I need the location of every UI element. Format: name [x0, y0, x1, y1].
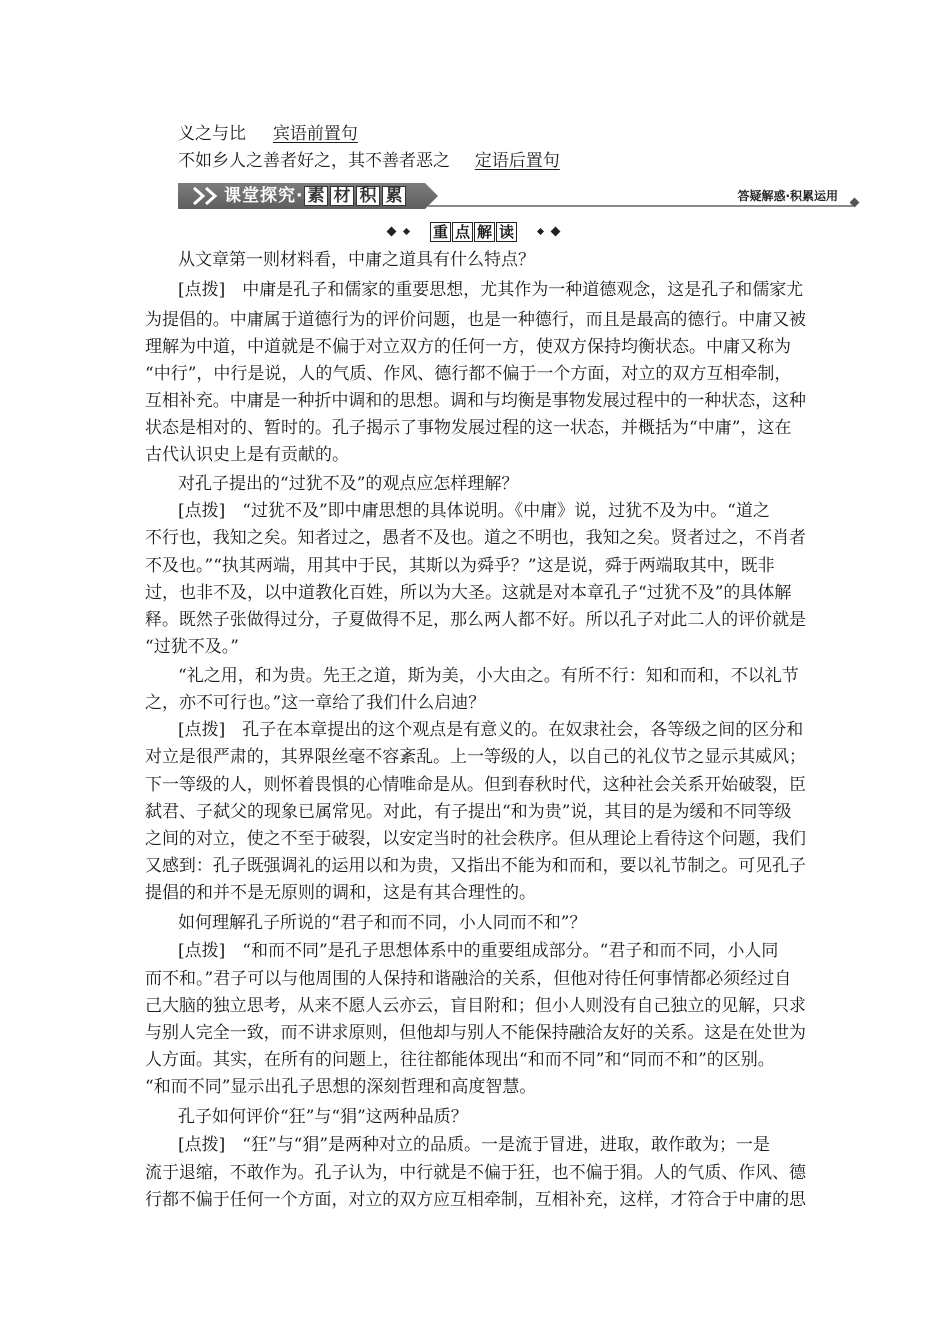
answer-1-line: 古代认识史上是有贡献的。 [145, 445, 349, 465]
answer-4-line: “和而不同”显示出孔子思想的深刻哲理和高度智慧。 [145, 1077, 537, 1097]
diamond-icon [403, 228, 410, 235]
banner-rule [428, 205, 853, 207]
banner-right-label: 答疑解惑·积累运用 [737, 189, 838, 203]
answer-2-line: 释。既然子张做得过分，子夏做得不足，那么两人都不好。所以孔子对此二人的评价就是 [145, 610, 807, 630]
answer-3-line: 之间的对立，使之不至于破裂，以安定当时的社会秩序。但从理论上看待这个问题，我们 [145, 829, 807, 849]
subheading [378, 222, 578, 244]
subheading-char: 读 [496, 222, 517, 242]
banner-title-char: 累 [382, 186, 406, 206]
top-line-1-text: 义之与比 [178, 124, 246, 144]
answer-1-line: 状态是相对的、暂时的。孔子揭示了事物发展过程的这一状态，并概括为“中庸”，这在 [145, 418, 792, 438]
answer-3-line: [点拨] 孔子在本章提出的这个观点是有意义的。在奴隶社会，各等级之间的区分和 [178, 720, 804, 740]
answer-4-line: [点拨] “和而不同”是孔子思想体系中的重要组成部分。“君子和而不同，小人同 [178, 941, 779, 961]
banner-title-char: 素 [304, 186, 328, 206]
diamond-icon [551, 227, 561, 237]
subheading-char: 点 [452, 222, 473, 242]
question-2: 对孔子提出的“过犹不及”的观点应怎样理解？ [178, 474, 519, 494]
top-line-1 [178, 124, 358, 144]
subheading-title [430, 222, 518, 242]
top-line-2 [178, 151, 560, 171]
banner-title [224, 185, 407, 207]
top-line-2-text: 不如乡人之善者好之，其不善者恶之 [178, 151, 450, 171]
subheading-char: 重 [430, 222, 451, 242]
answer-4-line: 己大脑的独立思考，从来不愿人云亦云，盲目附和；但小人则没有自己独立的见解，只求 [145, 996, 807, 1016]
answer-2-line: “过犹不及。” [145, 637, 239, 657]
diamond-icon [537, 228, 544, 235]
banner-title-plain: 课堂探究· [224, 186, 304, 206]
banner-title-char: 材 [330, 186, 354, 206]
answer-1-line: 互相补充。中庸是一种折中调和的思想。调和与均衡是事物发展过程中的一种状态，这种 [145, 391, 807, 411]
subheading-char: 解 [474, 222, 495, 242]
chevron-right-icon [204, 186, 218, 206]
answer-3-line: 提倡的和并不是无原则的调和，这是有其合理性的。 [145, 883, 536, 903]
answer-3-line: 对立是很严肃的，其界限丝毫不容紊乱。上一等级的人，以自己的礼仪节之显示其威风； [145, 747, 807, 767]
answer-3-line: 又感到：孔子既强调礼的运用以和为贵，又指出不能为和而和，要以礼节制之。可见孔子 [145, 856, 807, 876]
question-3: 之，亦不可行也。”这一章给了我们什么启迪？ [145, 693, 486, 713]
answer-1-line: 为提倡的。中庸属于道德行为的评价问题，也是一种德行，而且是最高的德行。中庸又被 [145, 310, 807, 330]
answer-2-line: 不及也。”“执其两端，用其中于民，其斯以为舜乎？”这是说，舜于两端取其中，既非 [145, 556, 775, 576]
answer-1-line: “中行”，中行是说，人的气质、作风、德行都不偏于一个方面，对立的双方互相牵制， [145, 364, 792, 384]
question-1: 从文章第一则材料看，中庸之道具有什么特点？ [178, 250, 535, 270]
answer-3-line: 下一等级的人，则怀着畏惧的心情唯命是从。但到春秋时代，这种社会关系开始破裂，臣 [145, 775, 807, 795]
question-5: 孔子如何评价“狂”与“狷”这两种品质？ [178, 1107, 468, 1127]
answer-4-line: 与别人完全一致，而不讲求原则，但他却与别人不能保持融洽友好的关系。这是在处世为 [145, 1023, 807, 1043]
answer-1-line: [点拨] 中庸是孔子和儒家的重要思想，尤其作为一种道德观念，这是孔子和儒家尤 [178, 280, 804, 300]
top-line-2-tag: 定语后置句 [474, 151, 560, 171]
banner-title-char: 积 [356, 186, 380, 206]
diamond-icon [387, 227, 397, 237]
answer-1-line: 理解为中道，中道就是不偏于对立双方的任何一方，使双方保持均衡状态。中庸又称为 [145, 337, 791, 357]
answer-5-line: 行都不偏于任何一个方面，对立的双方应互相牵制，互相补充，这样，才符合于中庸的思 [145, 1190, 807, 1210]
answer-5-line: [点拨] “狂”与“狷”是两种对立的品质。一是流于冒进，进取，敢作敢为；一是 [178, 1135, 771, 1155]
answer-4-line: 人方面。其实，在所有的问题上，往往都能体现出“和而不同”和“同而不和”的区别。 [145, 1050, 775, 1070]
answer-2-line: [点拨] “过犹不及”即中庸思想的具体说明。《中庸》说，过犹不及为中。“道之 [178, 501, 770, 521]
question-3: “礼之用，和为贵。先王之道，斯为美，小大由之。有所不行：知和而和，不以礼节 [178, 666, 799, 686]
answer-3-line: 弑君、子弑父的现象已属常见。对此，有子提出“和为贵”说，其目的是为缓和不同等级 [145, 802, 792, 822]
question-4: 如何理解孔子所说的“君子和而不同，小人同而不和”？ [178, 913, 587, 933]
answer-4-line: 而不和。”君子可以与他周围的人保持和谐融洽的关系，但他对待任何事情都必须经过自 [145, 969, 792, 989]
answer-2-line: 过，也非不及，以中道教化百姓，所以为大圣。这就是对本章孔子“过犹不及”的具体解 [145, 583, 792, 603]
answer-5-line: 流于退缩，不敢作为。孔子认为，中行就是不偏于狂，也不偏于狷。人的气质、作风、德 [145, 1163, 807, 1183]
top-line-1-tag: 宾语前置句 [272, 124, 358, 144]
section-banner [178, 183, 858, 213]
answer-2-line: 不行也，我知之矣。知者过之，愚者不及也。道之不明也，我知之矣。贤者过之，不肖者 [145, 528, 807, 548]
